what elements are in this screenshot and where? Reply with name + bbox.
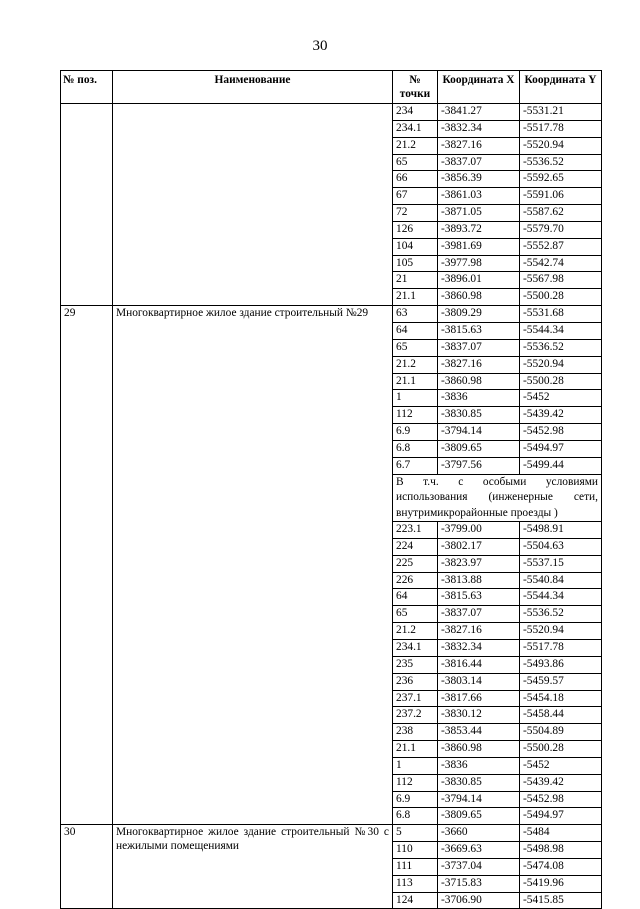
coordinate-x: -3827.16 [438, 356, 520, 373]
point-number: 235 [393, 656, 438, 673]
point-number: 234.1 [393, 639, 438, 656]
coordinate-y: -5452.98 [520, 424, 602, 441]
coordinate-y: -5500.28 [520, 289, 602, 306]
coordinate-y: -5520.94 [520, 356, 602, 373]
coordinate-x: -3799.00 [438, 522, 520, 539]
point-number: 237.2 [393, 707, 438, 724]
point-number: 126 [393, 221, 438, 238]
coordinate-x: -3832.34 [438, 639, 520, 656]
coordinate-x: -3809.29 [438, 306, 520, 323]
coordinate-y: -5531.21 [520, 104, 602, 121]
coordinate-y: -5439.42 [520, 774, 602, 791]
coordinate-y: -5587.62 [520, 205, 602, 222]
coordinate-y: -5500.28 [520, 373, 602, 390]
coordinate-y: -5493.86 [520, 656, 602, 673]
position-number [61, 104, 113, 306]
coordinate-x: -3837.07 [438, 154, 520, 171]
coordinate-y: -5592.65 [520, 171, 602, 188]
point-number: 6.9 [393, 791, 438, 808]
point-number: 112 [393, 774, 438, 791]
coordinate-x: -3896.01 [438, 272, 520, 289]
point-number: 21.1 [393, 373, 438, 390]
coordinate-y: -5474.08 [520, 858, 602, 875]
coordinate-x: -3837.07 [438, 606, 520, 623]
coordinate-x: -3827.16 [438, 137, 520, 154]
coordinate-x: -3823.97 [438, 555, 520, 572]
point-number: 6.7 [393, 457, 438, 474]
coordinate-y: -5579.70 [520, 221, 602, 238]
coordinate-x: -3830.85 [438, 407, 520, 424]
point-number: 1 [393, 757, 438, 774]
table-row [61, 306, 602, 323]
point-number: 6.9 [393, 424, 438, 441]
coordinate-y: -5552.87 [520, 238, 602, 255]
header-x: Координата X [438, 71, 520, 104]
coordinate-x: -3660 [438, 825, 520, 842]
point-number: 21.1 [393, 289, 438, 306]
coordinate-x: -3832.34 [438, 120, 520, 137]
coordinate-x: -3837.07 [438, 339, 520, 356]
point-number: 64 [393, 322, 438, 339]
coordinate-x: -3815.63 [438, 322, 520, 339]
point-number: 21.1 [393, 741, 438, 758]
point-number: 237.1 [393, 690, 438, 707]
coordinate-x: -3809.65 [438, 440, 520, 457]
coordinate-x: -3794.14 [438, 791, 520, 808]
coordinate-y: -5531.68 [520, 306, 602, 323]
coordinate-y: -5484 [520, 825, 602, 842]
position-number: 30 [61, 825, 113, 909]
point-number: 234 [393, 104, 438, 121]
coordinate-y: -5544.34 [520, 322, 602, 339]
header-y: Координата Y [520, 71, 602, 104]
point-number: 223.1 [393, 522, 438, 539]
coordinate-x: -3794.14 [438, 424, 520, 441]
coordinate-x: -3977.98 [438, 255, 520, 272]
coordinate-y: -5567.98 [520, 272, 602, 289]
coordinate-y: -5517.78 [520, 120, 602, 137]
point-number: 67 [393, 188, 438, 205]
point-number: 64 [393, 589, 438, 606]
coordinate-x: -3836 [438, 390, 520, 407]
coordinate-y: -5498.98 [520, 842, 602, 859]
special-conditions-note: В т.ч. с особыми условиями использования (инженерные сети, внутримикрорайонные проезды ) [393, 474, 602, 522]
point-number: 225 [393, 555, 438, 572]
point-number: 6.8 [393, 808, 438, 825]
point-number: 236 [393, 673, 438, 690]
coordinate-y: -5499.44 [520, 457, 602, 474]
coordinate-x: -3830.85 [438, 774, 520, 791]
coordinate-x: -3856.39 [438, 171, 520, 188]
point-number: 72 [393, 205, 438, 222]
point-number: 104 [393, 238, 438, 255]
coordinate-y: -5536.52 [520, 339, 602, 356]
point-number: 21.2 [393, 137, 438, 154]
coordinate-x: -3813.88 [438, 572, 520, 589]
object-name: Многоквартирное жилое здание строительный №29 [113, 306, 393, 825]
table-row [61, 825, 602, 842]
coordinate-y: -5419.96 [520, 875, 602, 892]
coordinate-x: -3737.04 [438, 858, 520, 875]
coordinate-x: -3841.27 [438, 104, 520, 121]
coordinate-x: -3830.12 [438, 707, 520, 724]
coordinate-x: -3669.63 [438, 842, 520, 859]
coordinate-y: -5517.78 [520, 639, 602, 656]
coordinate-y: -5536.52 [520, 154, 602, 171]
point-number: 238 [393, 724, 438, 741]
point-number: 105 [393, 255, 438, 272]
point-number: 66 [393, 171, 438, 188]
coordinate-x: -3893.72 [438, 221, 520, 238]
point-number: 111 [393, 858, 438, 875]
coordinate-x: -3815.63 [438, 589, 520, 606]
coordinate-x: -3827.16 [438, 623, 520, 640]
point-number: 113 [393, 875, 438, 892]
coordinate-y: -5459.57 [520, 673, 602, 690]
header-point: № точки [393, 71, 438, 104]
coordinate-y: -5494.97 [520, 440, 602, 457]
point-number: 21.2 [393, 623, 438, 640]
coordinate-x: -3802.17 [438, 538, 520, 555]
coordinate-x: -3853.44 [438, 724, 520, 741]
coordinate-y: -5439.42 [520, 407, 602, 424]
coordinate-x: -3706.90 [438, 892, 520, 909]
point-number: 65 [393, 339, 438, 356]
point-number: 224 [393, 538, 438, 555]
coordinate-y: -5452 [520, 757, 602, 774]
point-number: 124 [393, 892, 438, 909]
position-number: 29 [61, 306, 113, 825]
coordinate-y: -5494.97 [520, 808, 602, 825]
coordinate-y: -5591.06 [520, 188, 602, 205]
coordinate-x: -3836 [438, 757, 520, 774]
point-number: 65 [393, 154, 438, 171]
coordinate-y: -5452.98 [520, 791, 602, 808]
coordinate-x: -3871.05 [438, 205, 520, 222]
point-number: 6.8 [393, 440, 438, 457]
table-body [61, 104, 602, 909]
coordinate-x: -3860.98 [438, 741, 520, 758]
coordinate-y: -5544.34 [520, 589, 602, 606]
coordinate-x: -3817.66 [438, 690, 520, 707]
coordinate-y: -5542.74 [520, 255, 602, 272]
table-row [61, 104, 602, 121]
header-name: Наименование [113, 71, 393, 104]
coordinate-y: -5454.18 [520, 690, 602, 707]
coordinate-y: -5504.89 [520, 724, 602, 741]
header-pos: № поз. [61, 71, 113, 104]
point-number: 1 [393, 390, 438, 407]
point-number: 5 [393, 825, 438, 842]
coordinate-y: -5520.94 [520, 623, 602, 640]
point-number: 63 [393, 306, 438, 323]
point-number: 65 [393, 606, 438, 623]
coordinate-x: -3860.98 [438, 373, 520, 390]
coordinate-x: -3809.65 [438, 808, 520, 825]
object-name: Многоквартирное жилое здание строительный №30 с нежилыми помещениями [113, 825, 393, 909]
point-number: 112 [393, 407, 438, 424]
point-number: 110 [393, 842, 438, 859]
coordinates-table [60, 70, 602, 909]
coordinate-x: -3861.03 [438, 188, 520, 205]
coordinate-y: -5415.85 [520, 892, 602, 909]
point-number: 226 [393, 572, 438, 589]
coordinate-x: -3981.69 [438, 238, 520, 255]
coordinate-x: -3816.44 [438, 656, 520, 673]
coordinate-y: -5500.28 [520, 741, 602, 758]
page-number: 30 [312, 38, 328, 54]
coordinate-y: -5452 [520, 390, 602, 407]
coordinate-y: -5504.63 [520, 538, 602, 555]
coordinate-x: -3797.56 [438, 457, 520, 474]
point-number: 234.1 [393, 120, 438, 137]
object-name [113, 104, 393, 306]
coordinate-y: -5536.52 [520, 606, 602, 623]
coordinate-x: -3715.83 [438, 875, 520, 892]
coordinate-y: -5498.91 [520, 522, 602, 539]
coordinate-x: -3803.14 [438, 673, 520, 690]
coordinate-y: -5537.15 [520, 555, 602, 572]
coordinate-y: -5540.84 [520, 572, 602, 589]
point-number: 21.2 [393, 356, 438, 373]
table-header-row [61, 71, 602, 104]
coordinate-y: -5458.44 [520, 707, 602, 724]
coordinate-y: -5520.94 [520, 137, 602, 154]
coordinate-x: -3860.98 [438, 289, 520, 306]
point-number: 21 [393, 272, 438, 289]
